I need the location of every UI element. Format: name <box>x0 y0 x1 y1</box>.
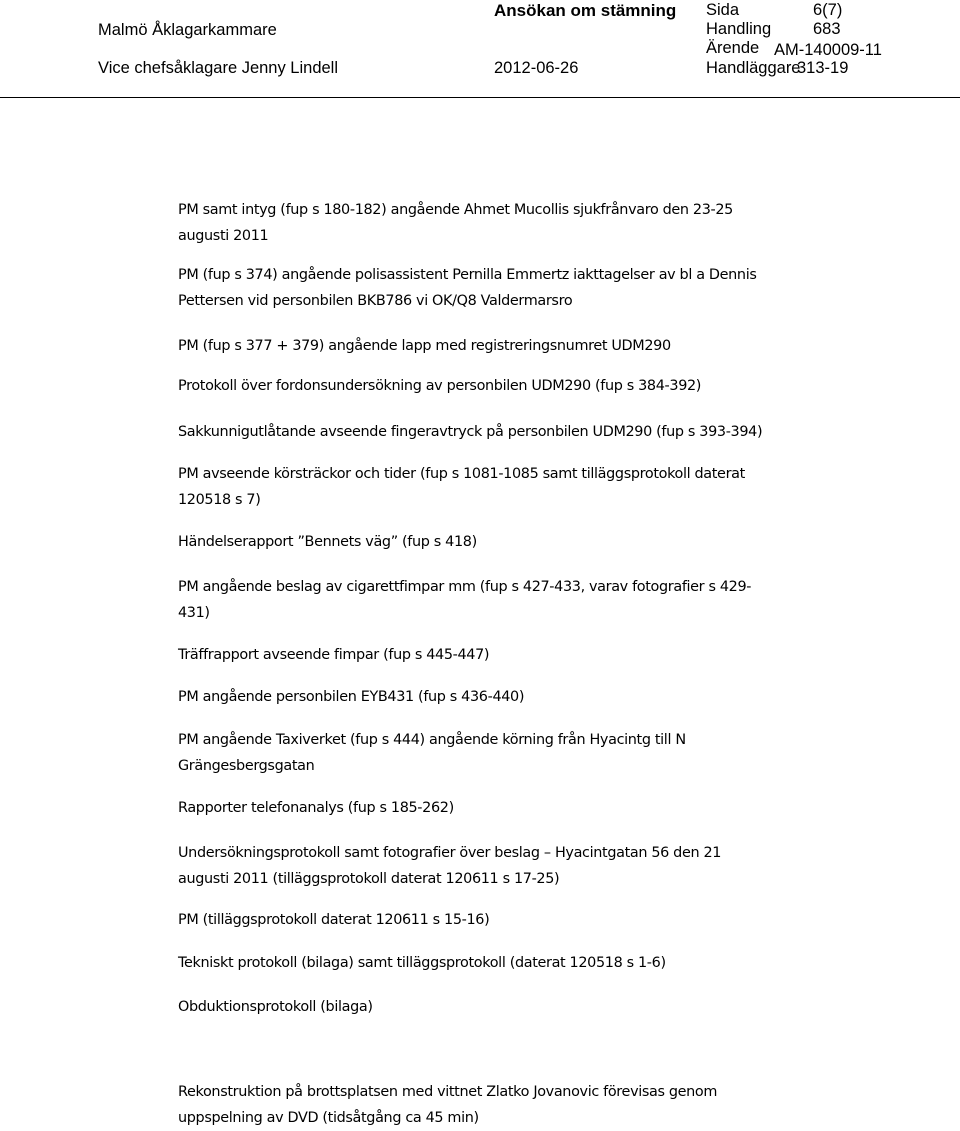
document-date: 2012-06-26 <box>494 59 579 77</box>
header-divider <box>0 97 960 98</box>
list-item: PM angående beslag av cigarettfimpar mm (fup s 427-433, varav fotografier s 429- 431) <box>178 579 752 621</box>
list-item: Protokoll över fordonsundersökning av personbilen UDM290 (fup s 384-392) <box>178 378 702 394</box>
page-label: Sida <box>706 1 740 19</box>
list-item: Tekniskt protokoll (bilaga) samt tilläggsprotokoll (daterat 120518 s 1-6) <box>178 955 666 971</box>
handling-value: 683 <box>813 20 841 38</box>
list-item: PM (tilläggsprotokoll daterat 120611 s 15-16) <box>178 912 490 928</box>
list-item: Undersökningsprotokoll samt fotografier över beslag – Hyacintgatan 56 den 21 augusti 2011 (tilläggsprotokoll daterat 120611 s 17-25) <box>178 845 722 887</box>
document-title: Ansökan om stämning <box>494 1 677 20</box>
page-value: 6(7) <box>813 1 843 19</box>
list-item: Händelserapport ”Bennets väg” (fup s 418) <box>178 534 477 550</box>
list-item: PM (fup s 374) angående polisassistent Pernilla Emmertz iakttagelser av bl a Dennis Pettersen vid personbilen BKB786 vi OK/Q8 Valdermarsro <box>178 267 757 309</box>
prosecutor-name: Vice chefsåklagare Jenny Lindell <box>98 59 339 77</box>
list-item: PM avseende körsträckor och tider (fup s 1081-1085 samt tilläggsprotokoll daterat 120518 s 7) <box>178 466 745 508</box>
case-label: Ärende <box>706 39 760 57</box>
list-item: Rekonstruktion på brottsplatsen med vittnet Zlatko Jovanovic förevisas genom uppspelning av DVD (tidsåtgång ca 45 min) <box>178 1084 718 1126</box>
list-item: PM angående personbilen EYB431 (fup s 436-440) <box>178 689 525 705</box>
case-value: AM-140009-11 <box>774 41 882 59</box>
org-name: Malmö Åklagarkammare <box>98 21 277 39</box>
list-item: Sakkunnigutlåtande avseende fingeravtryck på personbilen UDM290 (fup s 393-394) <box>178 424 763 440</box>
list-item: PM angående Taxiverket (fup s 444) angående körning från Hyacintg till N Grängesbergsgatan <box>178 732 686 774</box>
list-item: Obduktionsprotokoll (bilaga) <box>178 999 373 1015</box>
list-item: PM (fup s 377 + 379) angående lapp med registreringsnumret UDM290 <box>178 338 671 354</box>
list-item: Rapporter telefonanalys (fup s 185-262) <box>178 800 454 816</box>
list-item: Träffrapport avseende fimpar (fup s 445-447) <box>178 647 490 663</box>
officer-label: Handläggare <box>706 59 801 77</box>
list-item: PM samt intyg (fup s 180-182) angående Ahmet Mucollis sjukfrånvaro den 23-25 augusti 2011 <box>178 202 733 244</box>
officer-value: 313-19 <box>797 59 849 77</box>
handling-label: Handling <box>706 20 772 38</box>
